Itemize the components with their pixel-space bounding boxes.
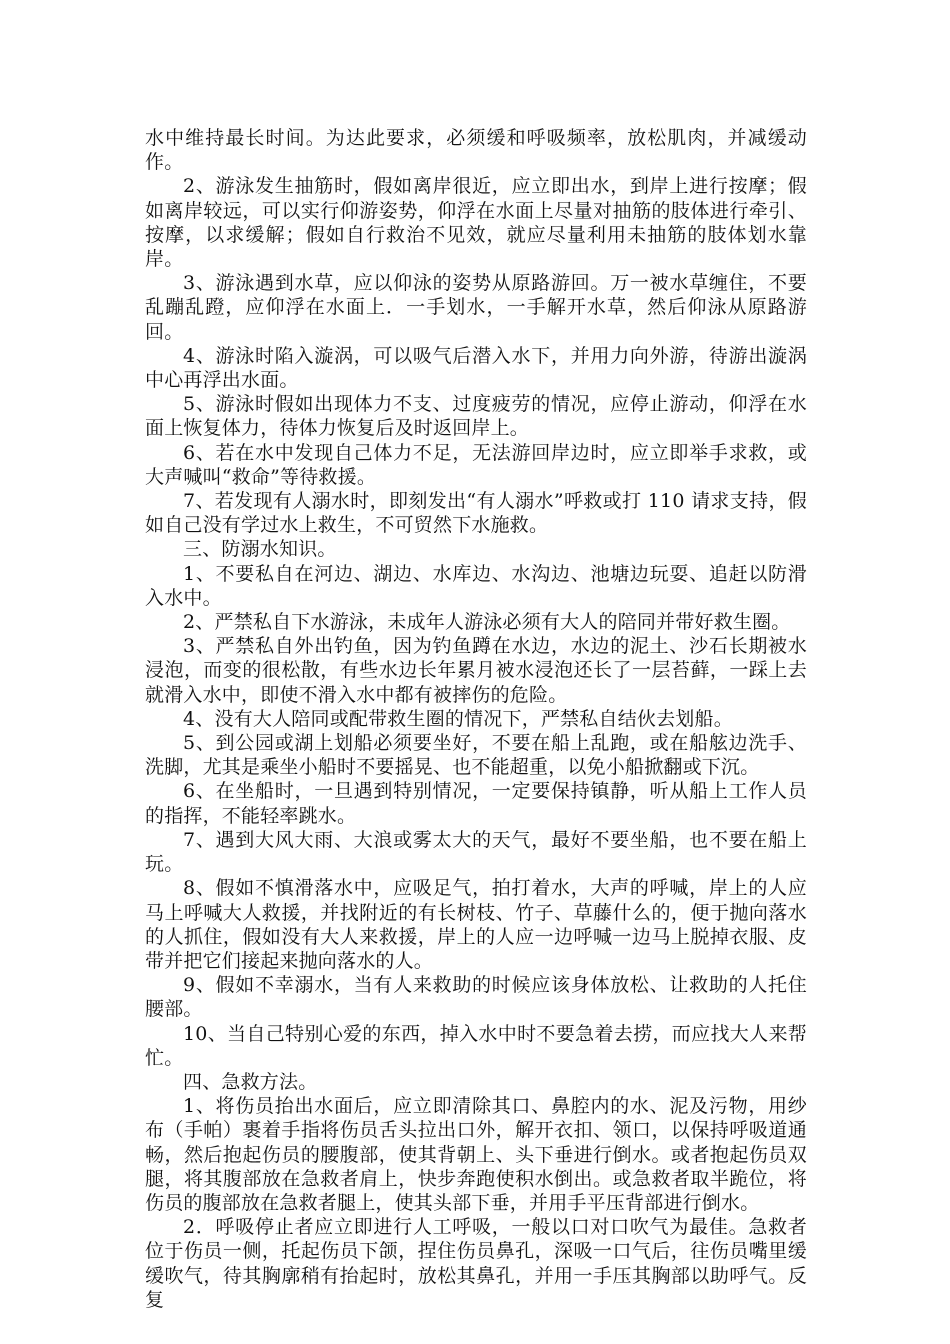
paragraph: 6、在坐船时，一旦遇到特别情况，一定要保持镇静，听从船上工作人员的指挥，不能轻率跳水。 xyxy=(145,780,807,827)
paragraph: 1、不要私自在河边、湖边、水库边、水沟边、池塘边玩耍、追赶以防滑入水中。 xyxy=(145,562,807,609)
paragraph: 4、游泳时陷入漩涡，可以吸气后潜入水下，并用力向外游，待游出漩涡中心再浮出水面。 xyxy=(145,344,807,392)
paragraph: 4、没有大人陪同或配带救生圈的情况下，严禁私自结伙去划船。 xyxy=(183,707,733,730)
paragraph: 1、将伤员抬出水面后，应立即清除其口、鼻腔内的水、泥及污物，用纱布（手帕）裹着手指将伤员舌头拉出口外，解开衣扣、领口，以保持呼吸道通畅，然后抱起伤员的腰腹部，使其背朝上、头下垂进行倒水。或者抱起伤员双腿，将其腹部放在急救者肩上，快步奔跑使积水倒出。或急救者取半跪位，将伤员的腹部放在急救者腿上，使其头部下垂，并用手平压背部进行倒水。 xyxy=(145,1095,807,1214)
paragraph: 5、游泳时假如出现体力不支、过度疲劳的情况，应停止游动，仰浮在水面上恢复体力，待体力恢复后及时返回岸上。 xyxy=(145,393,807,440)
paragraph: 2、严禁私自下水游泳，未成年人游泳必须有大人的陪同并带好救生圈。 xyxy=(183,611,791,634)
paragraph: 9、假如不幸溺水，当有人来救助的时候应该身体放松、让救助的人托住腰部。 xyxy=(145,974,807,1021)
paragraph: 3、严禁私自外出钓鱼，因为钓鱼蹲在水边，水边的泥土、沙石长期被水浸泡，而变的很松散，有些水边长年累月被水浸泡还长了一层苔藓，一踩上去就滑入水中，即使不滑入水中都有被摔伤的危险。 xyxy=(145,635,807,706)
paragraph: 2．呼吸停止者应立即进行人工呼吸，一般以口对口吹气为最佳。急救者位于伤员一侧，托起伤员下颌，捏住伤员鼻孔，深吸一口气后，往伤员嘴里缓缓吹气，待其胸廓稍有抬起时，放松其鼻孔，并用一手压其胸部以助呼气。反复 xyxy=(145,1216,807,1311)
document-page xyxy=(145,126,807,1312)
section-heading: 三、防溺水知识。 xyxy=(183,538,337,561)
paragraph: 5、到公园或湖上划船必须要坐好，不要在船上乱跑，或在船舷边洗手、洗脚，尤其是乘坐小船时不要摇晃、也不能超重，以免小船掀翻或下沉。 xyxy=(145,732,807,779)
paragraph: 2、游泳发生抽筋时，假如离岸很近，应立即出水，到岸上进行按摩；假如离岸较远，可以实行仰游姿势，仰浮在水面上尽量对抽筋的肢体进行牵引、按摩，以求缓解；假如自行救治不见效，就应尽量利用未抽筋的肢体划水靠岸。 xyxy=(145,175,807,271)
section-heading: 四、急救方法。 xyxy=(183,1070,318,1093)
paragraph: 10、当自己特别心爱的东西，掉入水中时不要急着去捞，而应找大人来帮忙。 xyxy=(145,1022,807,1069)
paragraph: 6、若在水中发现自己体力不足，无法游回岸边时，应立即举手求救，或大声喊叫“救命”等待救援。 xyxy=(145,441,807,488)
paragraph-continued: 水中维持最长时间。为达此要求，必须缓和呼吸频率，放松肌肉，并减缓动作。 xyxy=(145,127,807,174)
paragraph: 7、遇到大风大雨、大浪或雾太大的天气，最好不要坐船，也不要在船上玩。 xyxy=(145,828,807,876)
paragraph: 7、若发现有人溺水时，即刻发出“有人溺水”呼救或打 110 请求支持，假如自己没有学过水上救生，不可贸然下水施救。 xyxy=(145,490,807,537)
paragraph: 3、游泳遇到水草，应以仰泳的姿势从原路游回。万一被水草缠住，不要乱蹦乱蹬，应仰浮在水面上．一手划水，一手解开水草，然后仰泳从原路游回。 xyxy=(145,272,807,343)
paragraph: 8、假如不慎滑落水中，应吸足气，拍打着水，大声的呼喊，岸上的人应马上呼喊大人救援，并找附近的有长树枝、竹子、草藤什么的，便于抛向落水的人抓住，假如没有大人来救援，岸上的人应一边呼喊一边马上脱掉衣服、皮带并把它们接起来抛向落水的人。 xyxy=(145,877,807,972)
